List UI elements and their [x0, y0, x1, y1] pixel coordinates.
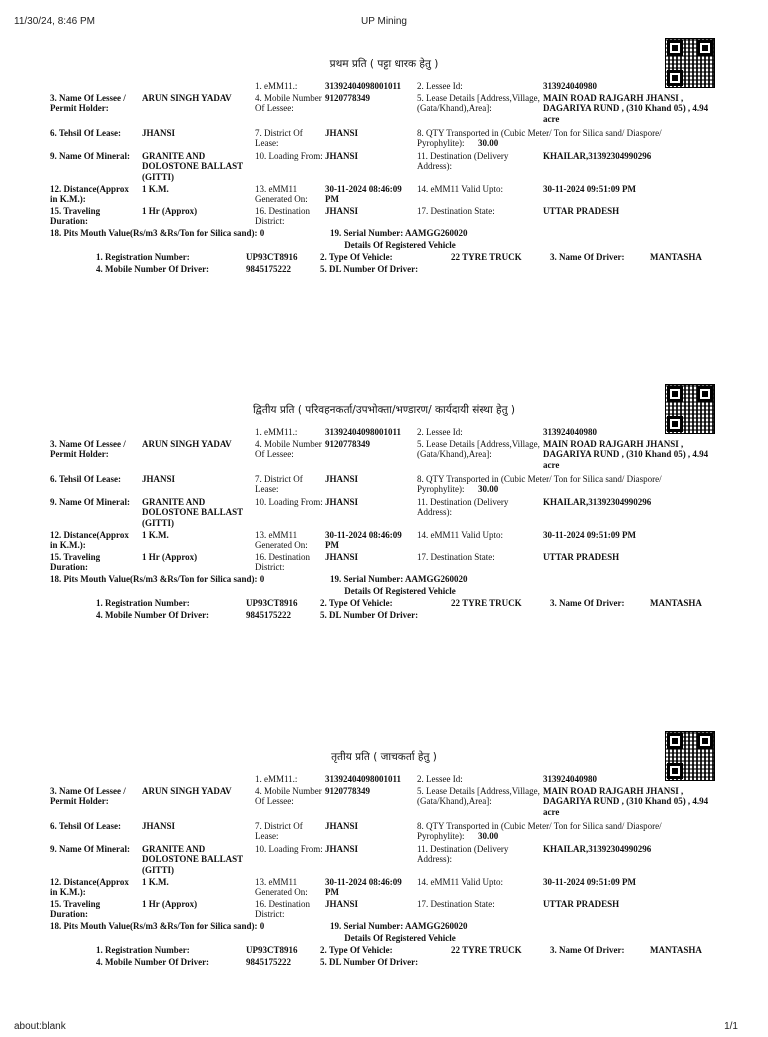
registration-value: UP93CT8916 — [246, 252, 298, 262]
loading-value: JHANSI — [325, 497, 359, 507]
print-url: about:blank — [14, 1021, 66, 1032]
generated-value: 30-11-2024 08:46:09 PM — [325, 530, 402, 551]
lessee-name-value: ARUN SINGH YADAV — [142, 439, 232, 449]
lessee-name-label: 3. Name Of Lessee / Permit Holder: — [50, 93, 126, 114]
copy-title: प्रथम प्रति ( पट्टा धारक हेतु ) — [329, 58, 439, 70]
travel-label: 15. Traveling Duration: — [50, 552, 101, 573]
dest-district-label: 16. Destination District: — [255, 899, 310, 920]
vehicle-type-label: 2. Type Of Vehicle: — [320, 945, 393, 955]
lessee-id-value: 313924040980 — [543, 81, 597, 91]
destination-value: KHAILAR,31392304990296 — [543, 497, 652, 507]
vehicle-type-label: 2. Type Of Vehicle: — [320, 598, 393, 608]
registration-value: UP93CT8916 — [246, 598, 298, 608]
mineral-value: GRANITE AND DOLOSTONE BALLAST (GITTI) — [142, 497, 243, 528]
distance-label: 12. Distance(Approx in K.M.): — [50, 530, 129, 551]
lessee-id-label: 2. Lessee Id: — [417, 774, 463, 784]
mobile-value: 9120778349 — [325, 439, 370, 449]
driver-mobile-value: 9845175222 — [246, 264, 291, 274]
distance-value: 1 K.M. — [142, 184, 169, 194]
district-label: 7. District Of Lease: — [255, 128, 303, 149]
distance-label: 12. Distance(Approx in K.M.): — [50, 877, 129, 898]
travel-label: 15. Traveling Duration: — [50, 206, 101, 227]
emm11-value: 31392404098001011 — [325, 427, 402, 437]
mineral-label: 9. Name Of Mineral: — [50, 497, 130, 507]
lease-details-label: 5. Lease Details [Address,Village, (Gata/Khand),Area]: — [417, 439, 540, 460]
destination-label: 11. Destination (Delivery Address): — [417, 151, 509, 172]
emm11-value: 31392404098001011 — [325, 81, 402, 91]
lessee-id-label: 2. Lessee Id: — [417, 81, 463, 91]
mobile-label: 4. Mobile Number Of Lessee: — [255, 786, 322, 807]
driver-name-label: 3. Name Of Driver: — [550, 598, 625, 608]
dest-district-value: JHANSI — [325, 899, 359, 909]
emm11-value: 31392404098001011 — [325, 774, 402, 784]
lessee-name-value: ARUN SINGH YADAV — [142, 786, 232, 796]
generated-value: 30-11-2024 08:46:09 PM — [325, 877, 402, 898]
district-value: JHANSI — [325, 128, 359, 138]
copy-title: तृतीय प्रति ( जाचकर्ता हेतु ) — [331, 751, 437, 763]
lessee-name-label: 3. Name Of Lessee / Permit Holder: — [50, 439, 126, 460]
vehicle-type-value: 22 TYRE TRUCK — [451, 598, 522, 608]
vehicle-section-heading: Details Of Registered Vehicle — [344, 586, 456, 596]
valid-upto-label: 14. eMM11 Valid Upto: — [417, 184, 504, 194]
lessee-name-label: 3. Name Of Lessee / Permit Holder: — [50, 786, 126, 807]
vehicle-section-heading: Details Of Registered Vehicle — [344, 933, 456, 943]
print-page-number: 1/1 — [724, 1021, 738, 1032]
driver-name-label: 3. Name Of Driver: — [550, 252, 625, 262]
lease-details-value: MAIN ROAD RAJGARH JHANSI , DAGARIYA RUND , (310 Khand 05) , 4.94 acre — [543, 439, 709, 470]
dest-district-value: JHANSI — [325, 552, 359, 562]
destination-value: KHAILAR,31392304990296 — [543, 844, 652, 854]
dest-state-label: 17. Destination State: — [417, 552, 495, 562]
emm11-copy-3 — [0, 731, 768, 981]
valid-upto-value: 30-11-2024 09:51:09 PM — [543, 184, 636, 194]
pits-mouth-value: 18. Pits Mouth Value(Rs/m3 &Rs/Ton for Silica sand): 0 — [50, 921, 265, 931]
valid-upto-value: 30-11-2024 09:51:09 PM — [543, 877, 636, 887]
dest-state-value: UTTAR PRADESH — [543, 206, 620, 216]
valid-upto-value: 30-11-2024 09:51:09 PM — [543, 530, 636, 540]
mobile-label: 4. Mobile Number Of Lessee: — [255, 439, 322, 460]
pits-mouth-value: 18. Pits Mouth Value(Rs/m3 &Rs/Ton for Silica sand): 0 — [50, 228, 265, 238]
driver-name-label: 3. Name Of Driver: — [550, 945, 625, 955]
qty-label: 8. QTY Transported in (Cubic Meter/ Ton for Silica sand/ Diaspore/ Pyrophylite): — [417, 474, 662, 495]
vehicle-section-heading: Details Of Registered Vehicle — [344, 240, 456, 250]
mineral-label: 9. Name Of Mineral: — [50, 844, 130, 854]
print-page-title: UP Mining — [361, 16, 407, 27]
distance-value: 1 K.M. — [142, 530, 169, 540]
valid-upto-label: 14. eMM11 Valid Upto: — [417, 530, 504, 540]
registration-label: 1. Registration Number: — [96, 252, 190, 262]
district-label: 7. District Of Lease: — [255, 821, 303, 842]
tehsil-value: JHANSI — [142, 474, 176, 484]
mineral-label: 9. Name Of Mineral: — [50, 151, 130, 161]
tehsil-label: 6. Tehsil Of Lease: — [50, 821, 122, 831]
dest-district-label: 16. Destination District: — [255, 206, 310, 227]
tehsil-value: JHANSI — [142, 821, 176, 831]
district-value: JHANSI — [325, 474, 359, 484]
district-value: JHANSI — [325, 821, 359, 831]
dest-state-value: UTTAR PRADESH — [543, 552, 620, 562]
generated-label: 13. eMM11 Generated On: — [255, 184, 308, 205]
travel-label: 15. Traveling Duration: — [50, 899, 101, 920]
distance-label: 12. Distance(Approx in K.M.): — [50, 184, 129, 205]
lease-details-label: 5. Lease Details [Address,Village, (Gata/Khand),Area]: — [417, 786, 540, 807]
vehicle-type-value: 22 TYRE TRUCK — [451, 252, 522, 262]
generated-value: 30-11-2024 08:46:09 PM — [325, 184, 402, 205]
serial-number: 19. Serial Number: AAMGG260020 — [330, 921, 468, 931]
browser-print-header — [0, 16, 768, 32]
driver-name-value: MANTASHA — [650, 945, 702, 955]
loading-value: JHANSI — [325, 151, 359, 161]
registration-label: 1. Registration Number: — [96, 598, 190, 608]
driver-name-value: MANTASHA — [650, 598, 702, 608]
mineral-value: GRANITE AND DOLOSTONE BALLAST (GITTI) — [142, 844, 243, 875]
qty-value: 30.00 — [478, 138, 499, 148]
driver-mobile-value: 9845175222 — [246, 610, 291, 620]
qty-label: 8. QTY Transported in (Cubic Meter/ Ton for Silica sand/ Diaspore/ Pyrophylite): — [417, 821, 662, 842]
mobile-label: 4. Mobile Number Of Lessee: — [255, 93, 322, 114]
travel-value: 1 Hr (Approx) — [142, 552, 198, 562]
driver-mobile-label: 4. Mobile Number Of Driver: — [96, 264, 210, 274]
lessee-name-value: ARUN SINGH YADAV — [142, 93, 232, 103]
registration-value: UP93CT8916 — [246, 945, 298, 955]
dest-state-label: 17. Destination State: — [417, 206, 495, 216]
vehicle-type-value: 22 TYRE TRUCK — [451, 945, 522, 955]
lessee-id-value: 313924040980 — [543, 427, 597, 437]
pits-mouth-value: 18. Pits Mouth Value(Rs/m3 &Rs/Ton for Silica sand): 0 — [50, 574, 265, 584]
dl-number-label: 5. DL Number Of Driver: — [320, 610, 419, 620]
lease-details-label: 5. Lease Details [Address,Village, (Gata/Khand),Area]: — [417, 93, 540, 114]
browser-print-footer — [0, 1021, 768, 1037]
dest-district-value: JHANSI — [325, 206, 359, 216]
emm11-label: 1. eMM11.: — [255, 427, 298, 437]
travel-value: 1 Hr (Approx) — [142, 206, 198, 216]
dest-state-label: 17. Destination State: — [417, 899, 495, 909]
destination-value: KHAILAR,31392304990296 — [543, 151, 652, 161]
loading-label: 10. Loading From: — [255, 497, 323, 507]
lessee-id-label: 2. Lessee Id: — [417, 427, 463, 437]
dest-state-value: UTTAR PRADESH — [543, 899, 620, 909]
valid-upto-label: 14. eMM11 Valid Upto: — [417, 877, 504, 887]
emm11-label: 1. eMM11.: — [255, 81, 298, 91]
qty-value: 30.00 — [478, 484, 499, 494]
driver-mobile-label: 4. Mobile Number Of Driver: — [96, 610, 210, 620]
generated-label: 13. eMM11 Generated On: — [255, 877, 308, 898]
distance-value: 1 K.M. — [142, 877, 169, 887]
loading-label: 10. Loading From: — [255, 844, 323, 854]
qty-value: 30.00 — [478, 831, 499, 841]
emm11-label: 1. eMM11.: — [255, 774, 298, 784]
travel-value: 1 Hr (Approx) — [142, 899, 198, 909]
dl-number-label: 5. DL Number Of Driver: — [320, 264, 419, 274]
destination-label: 11. Destination (Delivery Address): — [417, 844, 509, 865]
tehsil-value: JHANSI — [142, 128, 176, 138]
dl-number-label: 5. DL Number Of Driver: — [320, 957, 419, 967]
print-datetime: 11/30/24, 8:46 PM — [14, 16, 95, 27]
emm11-copy-2 — [0, 384, 768, 634]
generated-label: 13. eMM11 Generated On: — [255, 530, 308, 551]
qty-label: 8. QTY Transported in (Cubic Meter/ Ton for Silica sand/ Diaspore/ Pyrophylite): — [417, 128, 662, 149]
lessee-id-value: 313924040980 — [543, 774, 597, 784]
district-label: 7. District Of Lease: — [255, 474, 303, 495]
emm11-copy-1 — [0, 38, 768, 288]
dest-district-label: 16. Destination District: — [255, 552, 310, 573]
serial-number: 19. Serial Number: AAMGG260020 — [330, 228, 468, 238]
lease-details-value: MAIN ROAD RAJGARH JHANSI , DAGARIYA RUND , (310 Khand 05) , 4.94 acre — [543, 93, 709, 124]
loading-label: 10. Loading From: — [255, 151, 323, 161]
driver-mobile-value: 9845175222 — [246, 957, 291, 967]
driver-mobile-label: 4. Mobile Number Of Driver: — [96, 957, 210, 967]
vehicle-type-label: 2. Type Of Vehicle: — [320, 252, 393, 262]
serial-number: 19. Serial Number: AAMGG260020 — [330, 574, 468, 584]
mobile-value: 9120778349 — [325, 93, 370, 103]
destination-label: 11. Destination (Delivery Address): — [417, 497, 509, 518]
copy-title: द्वितीय प्रति ( परिवहनकर्ता/उपभोक्ता/भण्डारण/ कार्यदायी संस्था हेतु ) — [252, 404, 516, 416]
driver-name-value: MANTASHA — [650, 252, 702, 262]
mineral-value: GRANITE AND DOLOSTONE BALLAST (GITTI) — [142, 151, 243, 182]
tehsil-label: 6. Tehsil Of Lease: — [50, 474, 122, 484]
mobile-value: 9120778349 — [325, 786, 370, 796]
lease-details-value: MAIN ROAD RAJGARH JHANSI , DAGARIYA RUND , (310 Khand 05) , 4.94 acre — [543, 786, 709, 817]
tehsil-label: 6. Tehsil Of Lease: — [50, 128, 122, 138]
loading-value: JHANSI — [325, 844, 359, 854]
registration-label: 1. Registration Number: — [96, 945, 190, 955]
